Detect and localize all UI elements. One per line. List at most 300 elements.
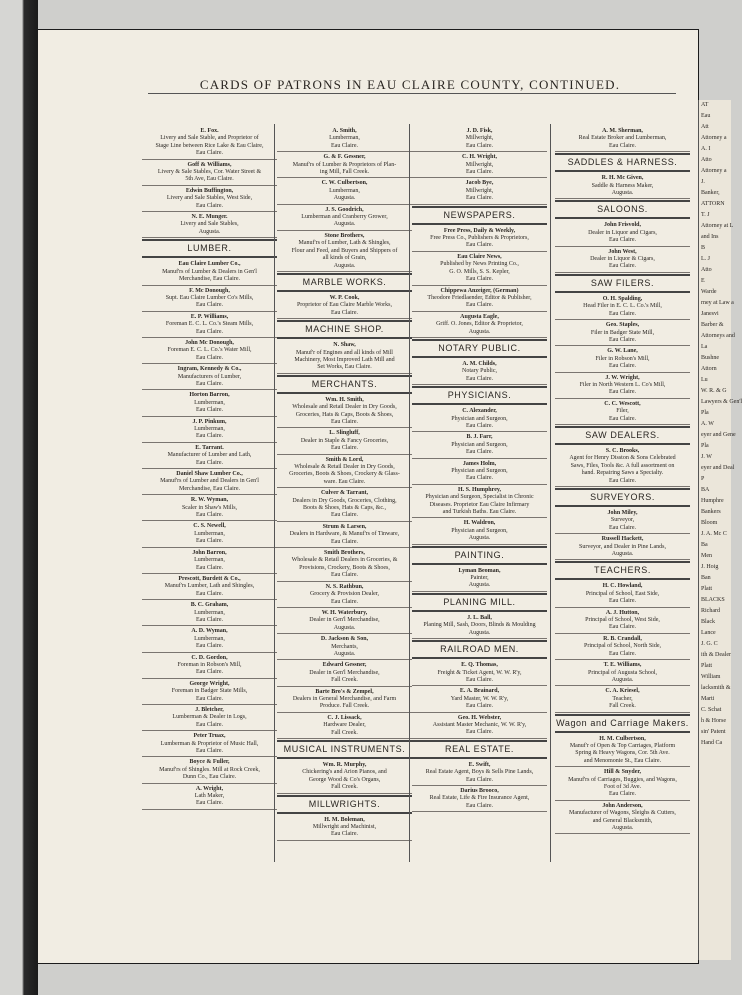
patron-name: Edward Gessner, <box>322 662 367 669</box>
patron-detail: Eau Claire. <box>609 237 636 244</box>
next-page-fragment: Attorn <box>701 366 717 372</box>
patron-detail: Augusta. <box>611 825 634 831</box>
next-page-fragment: Richard <box>701 608 720 614</box>
next-page-fragment: Hand Ca <box>701 740 723 746</box>
patron-card <box>277 340 412 374</box>
patron-detail: Eau Claire. <box>466 276 493 283</box>
patron-detail: Surveyor, <box>610 517 635 524</box>
patron-name: A. Wright, <box>195 785 224 792</box>
title-rule <box>148 93 676 94</box>
patron-card <box>142 286 277 312</box>
patron-detail: Set Works, Eau Claire. <box>317 364 372 371</box>
patron-name: Smith Brothers, <box>324 550 365 557</box>
patron-name: J. L. Ball, <box>467 614 492 621</box>
patron-name: N. S. Rathbun, <box>325 583 364 590</box>
patron-detail: Eau Claire. <box>196 564 223 571</box>
next-page-fragment: Bushne <box>701 355 719 361</box>
patron-detail: Principal of School, East Side, <box>585 590 660 597</box>
patron-detail: Eau Claire. <box>609 263 636 270</box>
patron-detail: Eau Claire. <box>196 459 223 466</box>
patron-name: Peter Truax, <box>193 733 226 740</box>
patron-card <box>412 359 547 385</box>
patron-name: C. C. Wescott, <box>604 400 641 407</box>
patron-name: Horton Barron, <box>189 392 230 399</box>
patron-detail: Manuf'r of Open & Top Carriages, Platform <box>569 742 676 749</box>
patron-detail: Augusta. <box>611 190 634 197</box>
patron-detail: Fall Creek. <box>609 703 636 710</box>
patron-detail: Eau Claire. <box>331 598 358 605</box>
patron-detail: Principal of Augusta School, <box>588 669 657 676</box>
patron-card <box>142 521 277 547</box>
patron-detail: Eau Claire. <box>196 695 223 702</box>
patron-detail: Manufacturer of Wagons, Sleighs & Cutters, <box>569 810 676 817</box>
patron-card <box>277 660 412 686</box>
next-page-fragment: Ba <box>701 542 708 548</box>
patron-card <box>142 259 277 285</box>
patron-detail: Assistant Master Mechanic, W. W. R'y, <box>432 721 527 728</box>
patron-detail: and Menomonie St., Eau Claire. <box>583 757 662 764</box>
next-page-fragment: W. R. & G <box>701 388 727 394</box>
next-page-fragment: A. W <box>701 421 714 427</box>
next-page-fragment: B <box>701 245 706 251</box>
patron-card <box>555 767 690 801</box>
patron-detail: Eau Claire. <box>609 389 636 396</box>
patron-name: H. S. Humphrey, <box>457 486 502 493</box>
patron-card <box>555 508 690 534</box>
patron-detail: Eau Claire. <box>331 309 358 316</box>
patron-detail: Eau Claire. <box>466 195 493 202</box>
next-page-fragment: Lance <box>701 630 716 636</box>
patron-card <box>142 364 277 390</box>
patron-detail: Flour and Feed, and Buyers and Shippers of <box>291 247 398 254</box>
patron-detail: Provisions, Crockery, Boots & Shoes, <box>299 564 390 571</box>
next-page-fragment: Pla <box>701 443 709 449</box>
patron-detail: Manuf'r of Engines and all kinds of Mill <box>296 349 393 356</box>
patron-name: A. D. Wyman, <box>191 628 228 635</box>
column-divider <box>550 124 551 862</box>
section-heading: MUSICAL INSTRUMENTS. <box>277 740 412 759</box>
patron-name: Chippewa Anzeiger, (German) <box>440 287 519 294</box>
patron-detail: Eau Claire. <box>196 202 223 209</box>
next-page-fragment: T. J <box>701 212 710 218</box>
section-heading: SAW DEALERS. <box>555 426 690 445</box>
next-page-fragment: Men <box>701 553 712 559</box>
patron-detail: Proprietor of Eau Claire Marble Works, <box>296 302 393 309</box>
patron-detail: Foreman in Badger State Mills, <box>171 688 248 695</box>
patron-name: Boyce & Fuller, <box>189 759 230 766</box>
patron-name: O. H. Spalding, <box>602 295 643 302</box>
patron-detail: Fall Creek. <box>331 729 358 736</box>
patron-card <box>412 226 547 252</box>
patron-card <box>555 247 690 273</box>
section-heading: NEWSPAPERS. <box>412 206 547 225</box>
patron-detail: Eau Claire. <box>609 336 636 343</box>
patron-name: T. E. Williams, <box>603 662 642 669</box>
patron-detail: Foot of 3d Ave. <box>603 783 642 790</box>
patron-detail: Eau Claire. <box>466 242 493 249</box>
patron-card <box>277 815 412 841</box>
patron-detail: Eau Claire. <box>196 354 223 361</box>
patron-name: G. & F. Gessner, <box>323 154 366 161</box>
patron-detail: Theodore Friedlaender, Editor & Publisher, <box>427 294 532 301</box>
patron-detail: Foreman in Robson's Mill, <box>177 661 242 668</box>
patron-detail: Eau Claire. <box>609 650 636 657</box>
patron-name: H. M. Boleman, <box>324 816 365 823</box>
patron-detail: all kinds of Grain, <box>322 255 367 262</box>
patron-card <box>277 428 412 454</box>
patron-detail: Fall Creek. <box>331 677 358 684</box>
patron-name: G. W. Lane, <box>607 348 638 355</box>
patron-card <box>555 660 690 686</box>
patron-card <box>555 534 690 560</box>
section-heading: MERCHANTS. <box>277 375 412 394</box>
patron-detail: Eau Claire. <box>196 328 223 335</box>
patron-detail: Filer in Robson's Mill, <box>595 355 650 362</box>
section-heading: SURVEYORS. <box>555 488 690 507</box>
patron-detail: 5th Ave, Eau Claire. <box>185 176 234 183</box>
patron-card <box>412 760 547 786</box>
patron-name: C. A. Kriesel, <box>605 688 640 695</box>
patron-detail: Eau Claire. <box>609 477 636 484</box>
patron-name: Edwin Buffington, <box>185 187 234 194</box>
patron-detail: Boots & Shoes, Hats & Caps, &c., <box>302 505 386 512</box>
next-page-fragment: ith & Dealer <box>701 652 731 658</box>
patron-detail: Stage Line between Rice Lake & Eau Claire, <box>155 142 264 149</box>
patron-detail: Eau Claire. <box>331 142 358 149</box>
patron-card <box>142 495 277 521</box>
patron-detail: Merchandise, Eau Claire. <box>179 485 240 492</box>
patron-detail: Augusta. <box>611 551 634 558</box>
patron-card <box>277 178 412 204</box>
patron-detail: Millwright, <box>465 187 494 194</box>
patron-name: R. W. Wyman, <box>190 497 229 504</box>
patron-name: Darius Brooco, <box>460 787 499 794</box>
patron-card <box>412 152 547 178</box>
patron-detail: Augusta. <box>333 221 356 228</box>
patron-detail: Filer in Badger State Mill, <box>590 329 655 336</box>
patron-name: Augusta Eagle, <box>460 313 499 320</box>
patron-detail: Eau Claire. <box>331 538 358 545</box>
next-page-fragment: Marti <box>701 696 715 702</box>
patron-card <box>142 126 277 160</box>
section-heading: LUMBER. <box>142 239 277 258</box>
patron-card <box>412 286 547 312</box>
next-page-fragment: William <box>701 674 721 680</box>
patron-card <box>555 634 690 660</box>
patron-name: W. P. Cook, <box>329 294 360 301</box>
patron-detail: Physician and Surgeon, Specialist in Chronic <box>425 494 534 501</box>
patron-detail: and Turkish Baths. Eau Claire. <box>442 509 517 516</box>
patron-card <box>412 432 547 458</box>
patron-detail: Augusta. <box>333 262 356 269</box>
patron-detail: Millwright and Machinist, <box>312 824 377 831</box>
patron-detail: Eau Claire. <box>609 142 636 149</box>
patron-card <box>142 160 277 186</box>
next-page-fragment: Lawyers & Gen'l <box>701 399 742 405</box>
book-spine <box>0 0 38 995</box>
patron-detail: Dealer in Gen'l Merchandise, <box>309 669 380 676</box>
patron-name: John Anderson, <box>602 802 643 809</box>
patron-name: Hill & Snyder, <box>604 769 641 776</box>
patron-name: B. J. Farr, <box>466 434 493 441</box>
next-page-fragment: Bankers <box>701 509 721 515</box>
patron-detail: Head Filer in E. C. L. Co.'s Mill, <box>583 303 662 310</box>
patron-detail: Lumberman & Proprietor of Music Hall, <box>160 740 259 747</box>
patron-detail: Dealer in Liquor and Cigars, <box>588 229 657 236</box>
patron-card <box>142 574 277 600</box>
next-page-fragment: Banker, <box>701 190 720 196</box>
section-heading: SAW FILERS. <box>555 274 690 293</box>
patron-detail: Manuf'rs of Lumber and Dealers in Gen'l <box>160 478 259 485</box>
patron-card <box>555 126 690 152</box>
section-heading: SALOONS. <box>555 200 690 219</box>
patron-card <box>277 634 412 660</box>
patron-detail: Eau Claire. <box>466 729 493 736</box>
patron-card <box>142 600 277 626</box>
patron-detail: Physician and Surgeon, <box>451 441 508 448</box>
patron-card <box>142 443 277 469</box>
patron-detail: Augusta. <box>468 535 491 542</box>
patron-detail: Foreman E. C. L. Co.'s Water Mill, <box>167 347 252 354</box>
patron-detail: hand. Repairing Saws a Specialty. <box>581 470 664 477</box>
patron-card <box>412 613 547 639</box>
patron-detail: Eau Claire. <box>196 538 223 545</box>
patron-card <box>277 231 412 272</box>
patron-name: E. Q. Thomas, <box>461 662 498 669</box>
patron-detail: Eau Claire. <box>466 802 493 809</box>
patron-detail: Augusta. <box>468 629 491 636</box>
patron-card <box>142 784 277 810</box>
patron-detail: Agent for Henry Disston & Sons Celebrated <box>569 455 676 462</box>
patron-card <box>142 653 277 679</box>
patron-detail: Eau Claire. <box>331 445 358 452</box>
patron-detail: Real Estate, Life & Fire Insurance Agent, <box>429 795 530 802</box>
patron-name: Jacob Bye, <box>465 180 494 187</box>
patron-detail: Eau Claire. <box>609 363 636 370</box>
patron-detail: Eau Claire. <box>609 415 636 422</box>
patron-card <box>555 294 690 320</box>
patron-card <box>142 469 277 495</box>
next-page-fragment: AT <box>701 102 709 108</box>
patron-detail: Eau Claire. <box>196 150 223 157</box>
patron-detail: Real Estate Broker and Lumberman, <box>578 135 667 142</box>
patron-detail: Eau Claire. <box>609 598 636 605</box>
patron-card <box>277 687 412 713</box>
patron-name: E. Tarrant. <box>195 444 224 451</box>
patron-detail: Lumberman and Cranberry Grower, <box>301 214 388 221</box>
patron-card <box>277 152 412 178</box>
patron-detail: Saddle & Harness Maker, <box>591 182 654 189</box>
patron-name: Russell Hackett, <box>601 536 644 543</box>
patron-name: C. D. Gordon, <box>191 654 228 661</box>
patron-name: C. J. Lissack, <box>327 714 362 721</box>
patron-detail: Freight & Ticket Agent, W. W. R'y, <box>437 669 522 676</box>
patron-card <box>412 518 547 544</box>
patron-card <box>555 608 690 634</box>
patron-detail: Eau Claire. <box>466 302 493 309</box>
patron-card <box>277 548 412 582</box>
patron-card <box>412 126 547 152</box>
patron-name: C. W. Culbertson, <box>321 180 368 187</box>
column-divider <box>409 124 410 862</box>
patron-card <box>142 312 277 338</box>
patron-detail: Eau Claire. <box>466 449 493 456</box>
patron-detail: Filer, <box>616 408 629 415</box>
patron-detail: Eau Claire. <box>466 776 493 783</box>
patron-card <box>142 548 277 574</box>
patron-detail: Augusta. <box>333 195 356 202</box>
patron-name: F. Mc Donough, <box>189 287 230 294</box>
column-2 <box>277 126 412 841</box>
patron-detail: Eau Claire. <box>196 800 223 807</box>
next-page-fragment: C. Schat <box>701 707 722 713</box>
patron-name: N. Shaw, <box>333 342 356 349</box>
patron-detail: Eau Claire. <box>196 590 223 597</box>
patron-card <box>277 522 412 548</box>
patron-detail: Eau Claire. <box>331 418 358 425</box>
patron-detail: Manufacturer of Lumber and Lath, <box>167 452 252 459</box>
patron-name: C. Alexander, <box>462 408 497 415</box>
patron-detail: Physician and Surgeon, <box>451 527 508 534</box>
patron-detail: Eau Claire. <box>466 676 493 683</box>
next-page-fragment: J. G. C <box>701 641 718 647</box>
next-page-fragment: J. A. Mc C <box>701 531 727 537</box>
patron-name: Daniel Shaw Lumber Co., <box>176 471 243 478</box>
patron-detail: Lumberman, <box>329 135 360 142</box>
next-page-fragment: ATTORN <box>701 201 725 207</box>
patron-card <box>277 582 412 608</box>
next-page-fragment: Attorney at L <box>701 223 734 229</box>
patron-card <box>412 786 547 812</box>
patron-detail: Eau Claire. <box>466 703 493 710</box>
patron-detail: Augusta. <box>468 582 491 589</box>
patron-detail: Manufacturers of Lumber, <box>177 373 242 380</box>
patron-card <box>412 660 547 686</box>
patron-detail: Eau Claire. <box>331 831 358 838</box>
section-heading: Wagon and Carriage Makers. <box>555 714 690 733</box>
patron-name: J. S. Goodrich, <box>325 206 364 213</box>
patron-detail: Dealers in Hardware, & Manuf'rs of Tinware, <box>289 531 400 538</box>
next-page-fragment: Attorney a <box>701 168 727 174</box>
patron-name: E. P. Williams, <box>190 313 229 320</box>
page-title: CARDS OF PATRONS IN EAU CLAIRE COUNTY, CONTINUED. <box>199 77 621 92</box>
next-page-fragment: BA <box>701 487 710 493</box>
patron-card <box>412 686 547 712</box>
patron-name: Prescott, Burdett & Co., <box>178 575 241 582</box>
patron-detail: Painter, <box>470 575 489 582</box>
patron-detail: Lath Maker, <box>194 793 225 800</box>
patron-card <box>277 293 412 319</box>
patron-card <box>555 801 690 835</box>
next-page-fragment: J. W <box>701 454 712 460</box>
patron-detail: Griff. O. Jones, Editor & Proprietor, <box>436 321 523 328</box>
patron-name: George Wright, <box>189 680 230 687</box>
next-page-fragment: Black <box>701 619 715 625</box>
section-heading: RAILROAD MEN. <box>412 640 547 659</box>
column-3 <box>412 126 547 812</box>
patron-name: A. J. Hutton, <box>605 609 640 616</box>
patron-card <box>555 346 690 372</box>
patron-card <box>555 686 690 712</box>
section-heading: NOTARY PUBLIC. <box>412 339 547 358</box>
patron-detail: Eau Claire. <box>196 380 223 387</box>
next-page-fragment: L. J <box>701 256 710 262</box>
patron-name: H. M. Culbertson, <box>599 735 646 742</box>
patron-detail: Eau Claire. <box>466 375 493 382</box>
next-page-fragment: Eau <box>701 113 711 119</box>
next-page-fragment: Atto <box>701 267 712 273</box>
patron-name: A. Smith, <box>332 128 357 134</box>
patron-name: J. P. Pinkum, <box>192 418 227 425</box>
patron-detail: Eau Claire. <box>466 422 493 429</box>
patron-name: Eau Claire Lumber Co., <box>178 261 241 268</box>
patron-detail: Lumberman, <box>194 557 225 564</box>
patron-detail: Eau Claire. <box>196 433 223 440</box>
patron-card <box>142 186 277 212</box>
patron-detail: Eau Claire. <box>331 512 358 519</box>
patron-name: W. H. Waterbury, <box>321 609 368 616</box>
patron-detail: Eau Claire. <box>196 302 223 309</box>
patron-detail: Eau Claire. <box>331 572 358 579</box>
patron-detail: Dunn Co., Eau Claire. <box>182 774 237 781</box>
next-page-fragment: BLACKS <box>701 597 725 603</box>
patron-name: R. H. Mc Given, <box>601 175 644 182</box>
patron-detail: Merchants, <box>331 643 358 650</box>
patron-card <box>277 455 412 489</box>
patron-detail: Eau Claire. <box>466 475 493 482</box>
next-page-fragment: eyer and Gene <box>701 432 736 438</box>
patron-detail: Eau Claire. <box>196 748 223 755</box>
patron-detail: Lumberman, <box>194 426 225 432</box>
patron-name: E. Fox. <box>200 128 219 134</box>
patron-name: B. C. Graham, <box>190 602 229 609</box>
patron-detail: Augusta. <box>611 676 634 683</box>
patron-detail: Livery and Sale Stable, and Proprietor of <box>160 135 259 142</box>
patron-name: J. Bletcher, <box>195 707 224 713</box>
patron-detail: Augusta. <box>198 228 221 235</box>
patron-detail: Manuf'rs of Lumber & Dealers in Gen'l <box>162 268 257 275</box>
patron-detail: Eau Claire. <box>196 407 223 414</box>
patron-detail: ing Mill, Fall Creek. <box>319 169 370 176</box>
patron-card <box>555 399 690 425</box>
patron-name: C. S. Newell, <box>193 523 226 530</box>
patron-detail: Dealers in Dry Goods, Groceries, Clothing, <box>292 497 397 504</box>
next-page-fragment: A. I <box>701 146 711 152</box>
patron-name: John Frisvold, <box>603 222 641 229</box>
patron-detail: Groceries, Boots & Shoes, Crockery & Glass- <box>289 471 400 478</box>
patron-card <box>142 417 277 443</box>
patron-detail: Physician and Surgeon, <box>451 468 508 474</box>
next-page-fragment: Warde <box>701 289 717 295</box>
patron-detail: Machinery, Most Improved Lath Mill and <box>294 356 395 363</box>
patron-name: N. E. Munger. <box>191 214 228 221</box>
patron-detail: Eau Claire. <box>196 616 223 623</box>
patron-name: R. B. Crandall, <box>603 635 642 642</box>
patron-card <box>142 626 277 652</box>
patron-name: H. Waldron, <box>463 520 496 527</box>
patron-detail: Eau Claire. <box>196 721 223 728</box>
next-page-fragment: Attorney a <box>701 135 727 141</box>
patron-detail: Eau Claire. <box>609 624 636 631</box>
patron-detail: Manuf'rs of Lumber & Proprietors of Plan- <box>292 161 397 168</box>
patron-card <box>277 608 412 634</box>
section-heading: MACHINE SHOP. <box>277 320 412 339</box>
patron-detail: G. O. Mills, S. S. Kepler, <box>449 268 510 275</box>
next-page-fragment: La <box>701 344 708 350</box>
patron-detail: Grocery & Provision Dealer, <box>309 591 380 598</box>
patron-card <box>277 760 412 794</box>
patron-card <box>555 734 690 768</box>
